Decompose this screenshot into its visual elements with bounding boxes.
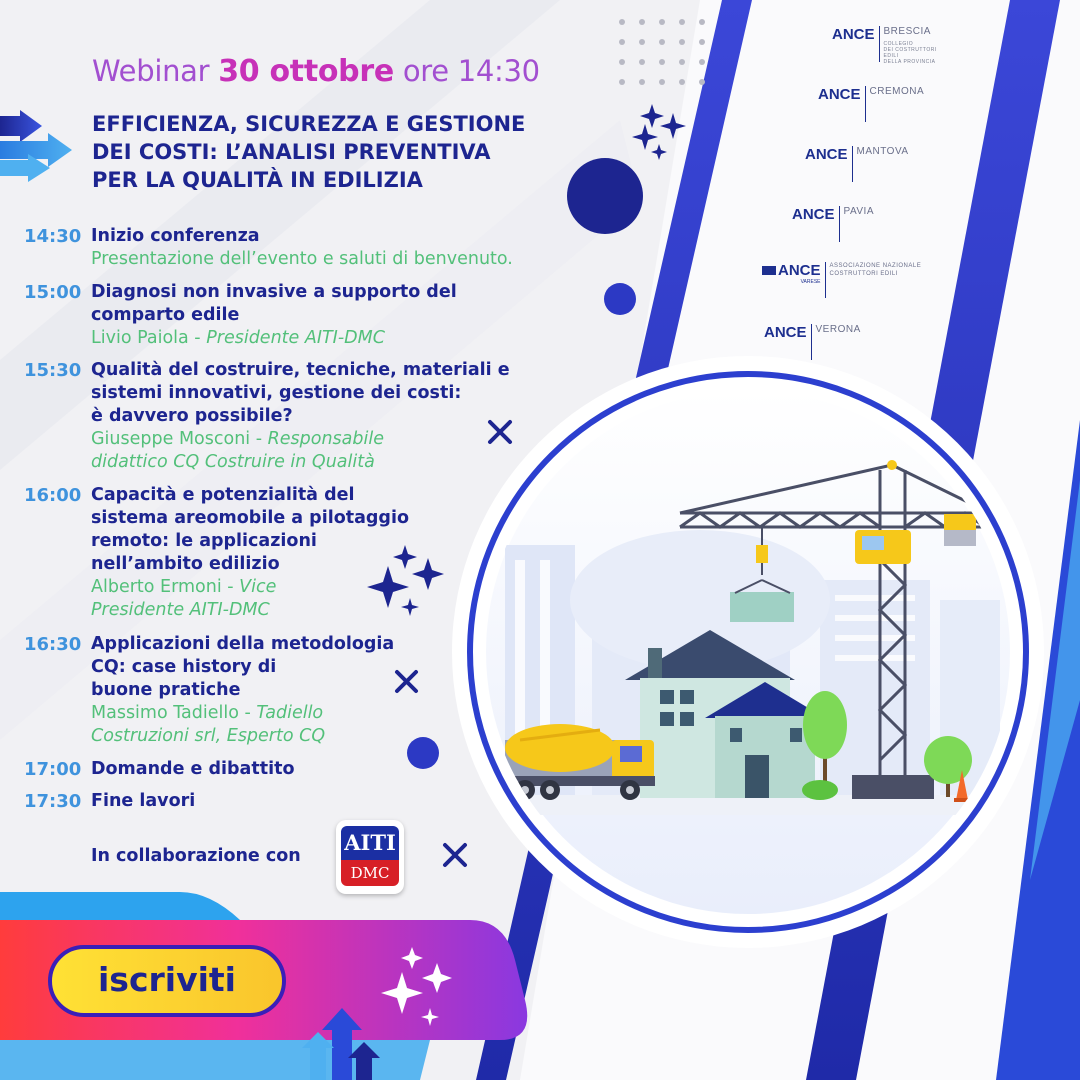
ance-label: ANCE [792,206,835,223]
title-line: EFFICIENZA, SICUREZZA E GESTIONE [92,112,526,136]
deco-circle-small-2 [407,737,439,769]
agenda-time: 17:00 [24,759,82,780]
partner-logo-cremona[interactable] [818,86,924,126]
logo-subtext: EDILI [883,53,899,59]
agenda-speaker [91,428,384,474]
agenda-time: 17:30 [24,791,82,812]
speaker-role: Vice [239,577,277,597]
deco-circle-small [604,283,636,315]
collaboration-label: In collaborazione con [91,846,301,866]
page-title [92,110,612,194]
province-name: PAVIA [843,206,874,217]
logo-tag: VARESE [800,279,821,285]
agenda-title [91,359,510,428]
agenda-title-line: buone pratiche [91,680,241,700]
province-name-2: COSTRUTTORI EDILI [829,271,898,277]
arrows-icon [0,110,72,182]
speaker-name: Livio Paiola - [91,328,201,348]
agenda-speaker: Presentazione dell’evento e saluti di benvenuto. [91,249,513,269]
province-name: MANTOVA [856,146,909,157]
webinar-date: 30 ottobre [218,54,394,89]
agenda-title-line: Applicazioni della metodologia [91,634,395,654]
speaker-role: Tadiello [256,703,324,723]
agenda-title-line: Diagnosi non invasive a supporto del [91,282,457,302]
agenda-title: Domande e dibattito [91,759,295,779]
speaker-role-cont: didattico CQ Costruire in Qualità [91,452,375,472]
register-button[interactable]: iscriviti [48,945,286,1017]
aiti-dmc-logo[interactable] [336,820,404,894]
partner-logo-brescia[interactable] [832,26,937,66]
logo-subtext: DELLA PROVINCIA [883,59,936,65]
speaker-role-cont: Costruzioni srl, Esperto CQ [91,726,326,746]
agenda-title-line: CQ: case history di [91,657,277,677]
speaker-name: Giuseppe Mosconi - [91,429,263,449]
agenda-time: 14:30 [24,226,82,247]
agenda-title-line: Qualità del costruire, tecniche, materiali e [91,360,510,380]
time-prefix: ore [402,54,449,88]
title-line: PER LA QUALITÀ IN EDILIZIA [92,168,423,192]
webinar-label: Webinar [92,54,210,88]
agenda-title: Inizio conferenza [91,226,260,246]
agenda-time: 15:30 [24,360,82,381]
ance-label: ANCE [778,262,821,279]
agenda-title-line: sistema areomobile a pilotaggio [91,508,409,528]
agenda-title-line: Capacità e potenzialità del [91,485,355,505]
logo-subtext: DEI COSTRUTTORI [883,47,937,53]
speaker-role-cont: Presidente AITI-DMC [91,600,270,620]
partner-logo-mantova[interactable] [805,146,909,186]
agenda-speaker [91,702,325,748]
ance-label: ANCE [764,324,807,341]
agenda-speaker [91,327,385,350]
agenda-time: 15:00 [24,282,82,303]
logo-subtext: COLLEGIO [883,41,914,47]
province-name: BRESCIA [883,26,931,37]
agenda-title [91,633,394,702]
agenda-time: 16:30 [24,634,82,655]
agenda-title [91,281,457,327]
agenda-speaker [91,576,276,622]
province-name: CREMONA [869,86,925,97]
webinar-header [92,54,540,89]
ance-label: ANCE [832,26,875,43]
agenda-time: 16:00 [24,485,82,506]
title-line: DEI COSTI: L’ANALISI PREVENTIVA [92,140,491,164]
agenda-title-line: nell’ambito edilizio [91,554,280,574]
ance-label: ANCE [805,146,848,163]
speaker-name: Alberto Ermoni - [91,577,234,597]
aiti-logo-top: AITI [341,826,399,860]
province-name: VERONA [815,324,861,335]
speaker-role: Responsabile [267,429,384,449]
agenda-title: Fine lavori [91,791,196,811]
agenda-title-line: remoto: le applicazioni [91,531,317,551]
agenda-title-line: sistemi innovativi, gestione dei costi: [91,383,462,403]
agenda-title-line: comparto edile [91,305,240,325]
ance-label: ANCE [818,86,861,103]
aiti-logo-bottom: DMC [341,860,399,886]
partner-logo-pavia[interactable] [792,206,874,246]
province-name: ASSOCIAZIONE NAZIONALE [829,263,922,269]
speaker-name: Massimo Tadiello - [91,703,251,723]
webinar-time: 14:30 [457,54,540,88]
agenda-title [91,484,409,576]
partner-logo-verona[interactable] [764,324,861,364]
agenda-title-line: è davvero possibile? [91,406,293,426]
ance-mark-icon [762,266,776,275]
partner-logo-varese[interactable] [762,262,921,302]
speaker-role: Presidente AITI-DMC [206,328,385,348]
